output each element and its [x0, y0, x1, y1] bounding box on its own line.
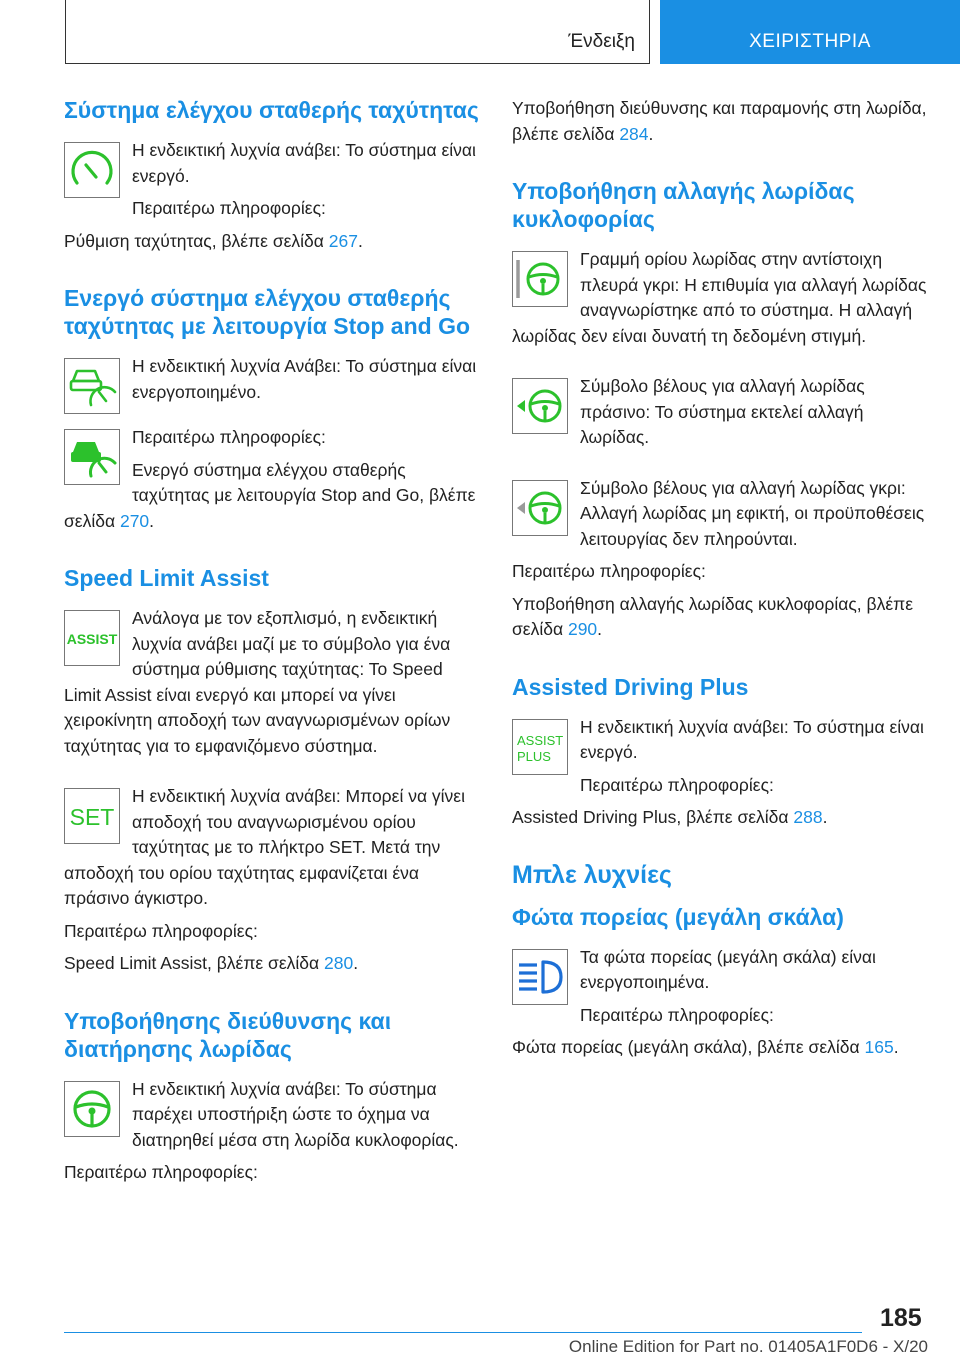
steering-wheel-icon — [64, 1081, 120, 1137]
entry-lane-change-green-arrow — [512, 374, 928, 451]
high-beam-text: Τα φώτα πορείας (μεγάλη σκάλα) είναι ενεργοποιημένα. — [580, 946, 876, 992]
assisted-driving-plus-more-label: Περαιτέρω πληροφορίες: — [580, 774, 774, 795]
stop-and-go-more-label: Περαιτέρω πληροφορίες: — [132, 427, 326, 447]
lane-change-green-arrow-text: Σύμβολο βέλους για αλλαγή λωρίδας πράσινο: Το σύστημα εκτελεί αλλαγή λωρίδας. — [580, 376, 865, 447]
lane-change-more-label: Περαιτέρω πληροφορίες: — [512, 561, 706, 581]
entry-high-beam — [512, 945, 928, 1029]
entry-speed-limit-set — [64, 784, 480, 912]
cruise-control-reference: Ρύθμιση ταχύτητας, βλέπε σελίδα 267. — [64, 230, 363, 251]
speed-limit-set-text: Η ενδεικτική λυχνία ανάβει: Μπορεί να γίνει αποδοχή του αναγνωρισμένου ορίου ταχύτητας με το πλήκτρο SET. Μετά την αποδοχή του ορίου ταχύτητας εμφανίζεται ένα πράσινο άγκιστρο. — [64, 786, 465, 908]
lane-change-gray-arrow-text: Σύμβολο βέλους για αλλαγή λωρίδας γκρι: Αλλαγή λωρίδας μη εφικτή, οι προϋποθέσεις λειτουργίας δεν πληρούνται. — [580, 477, 925, 549]
entry-speed-limit-assist — [64, 606, 480, 759]
page-link-290[interactable]: 290 — [567, 619, 598, 639]
page-link-267[interactable]: 267 — [328, 230, 358, 251]
svg-text:PLUS: PLUS — [517, 748, 551, 764]
section-title-stop-and-go: Ενεργό σύστημα ελέγχου σταθερής ταχύτητας με λειτουργία Stop and Go — [64, 285, 471, 339]
svg-text:SET: SET — [69, 804, 115, 830]
high-beam-reference: Φώτα πορείας (μεγάλη σκάλα), βλέπε σελίδα 165. — [512, 1037, 899, 1057]
set-icon — [64, 788, 120, 844]
lane-change-reference: Υποβοήθηση αλλαγής λωρίδας κυκλοφορίας, βλέπε σελίδα 290. — [512, 593, 913, 639]
assist-plus-icon — [512, 719, 568, 775]
high-beam-icon — [512, 949, 568, 1005]
right-column — [512, 96, 928, 1061]
section-title-lane-change: Υποβοήθηση αλλαγής λωρίδας κυκλοφορίας — [512, 178, 855, 232]
lane-keeping-text: Η ενδεικτική λυχνία ανάβει: Το σύστημα παρέχει υποστήριξη ώστε το όχημα να διατηρηθεί μέσα στη λωρίδα κυκλοφορίας. — [132, 1078, 459, 1150]
stop-and-go-text: Η ενδεικτική λυχνία Ανάβει: Το σύστημα είναι ενεργοποιημένο. — [132, 356, 477, 402]
lane-keeping-more-label: Περαιτέρω πληροφορίες: — [64, 1162, 258, 1182]
entry-stop-and-go-filled — [64, 425, 480, 534]
assisted-driving-plus-reference: Assisted Driving Plus, βλέπε σελίδα 288. — [512, 807, 828, 827]
lane-change-green-arrow-icon — [512, 378, 568, 434]
assist-icon — [64, 610, 120, 666]
footer-edition: Online Edition for Part no. 01405A1F0D6 - X/20 — [568, 1337, 928, 1356]
entry-assisted-driving-plus — [512, 715, 928, 799]
entry-stop-and-go — [64, 354, 480, 418]
page-link-288[interactable]: 288 — [793, 807, 823, 827]
section-title-speed-limit-assist: Speed Limit Assist — [64, 565, 269, 591]
header-section-box — [65, 0, 650, 64]
header-section-label: Ένδειξη — [568, 31, 635, 52]
page-link-165[interactable]: 165 — [864, 1037, 894, 1057]
subsection-title-high-beam: Φώτα πορείας (μεγάλη σκάλα) — [512, 903, 844, 930]
high-beam-more-label: Περαιτέρω πληροφορίες: — [580, 1004, 774, 1025]
entry-lane-change-gray-line — [512, 247, 928, 349]
page-link-270[interactable]: 270 — [119, 510, 150, 531]
section-title-cruise-control: Σύστημα ελέγχου σταθερής ταχύτητας — [64, 97, 479, 123]
cruise-control-text: Η ενδεικτική λυχνία ανάβει: Το σύστημα είναι ενεργό. — [132, 140, 476, 186]
lane-change-gray-line-text: Γραμμή ορίου λωρίδας στην αντίστοιχη πλευρά γκρι: Η επιθυμία για αλλαγή λωρίδας αναγνωρίστηκε από το σύστημα. Η αλλαγή λωρίδας δεν είναι δυνατή τη δεδομένη στιγμή. — [512, 249, 927, 346]
stop-and-go-outline-icon — [64, 358, 120, 414]
entry-lane-change-gray-arrow — [512, 476, 928, 553]
page-link-280[interactable]: 280 — [324, 953, 354, 973]
entry-lane-keeping — [64, 1077, 480, 1154]
stop-and-go-reference: Ενεργό σύστημα ελέγχου σταθερής ταχύτητας με λειτουργία Stop and Go, βλέπε σελίδα 270. — [64, 459, 476, 531]
section-title-assisted-driving-plus: Assisted Driving Plus — [512, 673, 749, 700]
svg-text:ASSIST: ASSIST — [66, 631, 118, 647]
section-title-blue-lights: Μπλε λυχνίες — [512, 860, 672, 889]
speed-limit-more-label: Περαιτέρω πληροφορίες: — [64, 920, 258, 941]
page-number: 185 — [880, 1304, 922, 1332]
lane-change-boundary-icon — [512, 251, 568, 307]
lane-keeping-reference: Υποβοήθηση διεύθυνσης και παραμονής στη λωρίδα, βλέπε σελίδα 284. — [512, 98, 927, 144]
page-link-284[interactable]: 284 — [619, 123, 649, 144]
left-column — [64, 96, 480, 1186]
speed-limit-assist-text: Ανάλογα με τον εξοπλισμό, η ενδεικτική λυχνία ανάβει μαζί με το σύμβολο για ένα σύστημα ρύθμισης ταχύτητας: Το Speed Limit Assist είναι ενεργό και μπορεί να γίνει χειροκίνητη αποδοχή των αναγνωρισμένων ορίων ταχύτητας για το εμφανιζόμενο σύστημα. — [64, 608, 451, 756]
header-chapter-tab — [660, 0, 960, 64]
stop-and-go-filled-icon — [64, 429, 120, 485]
cruise-control-icon — [64, 142, 120, 198]
footer-rule — [64, 1332, 862, 1333]
cruise-control-more-label: Περαιτέρω πληροφορίες: — [132, 198, 326, 218]
speed-limit-reference: Speed Limit Assist, βλέπε σελίδα 280. — [64, 953, 359, 973]
lane-change-gray-arrow-icon — [512, 480, 568, 536]
header-chapter-label: ΧΕΙΡΙΣΤΗΡΙΑ — [749, 31, 871, 52]
section-title-lane-keeping: Υποβοήθησης διεύθυνσης και διατήρησης λωρίδας — [64, 1007, 392, 1062]
assisted-driving-plus-text: Η ενδεικτική λυχνία ανάβει: Το σύστημα είναι ενεργό. — [580, 716, 924, 762]
entry-cruise-control — [64, 138, 480, 222]
svg-text:ASSIST: ASSIST — [517, 732, 564, 748]
